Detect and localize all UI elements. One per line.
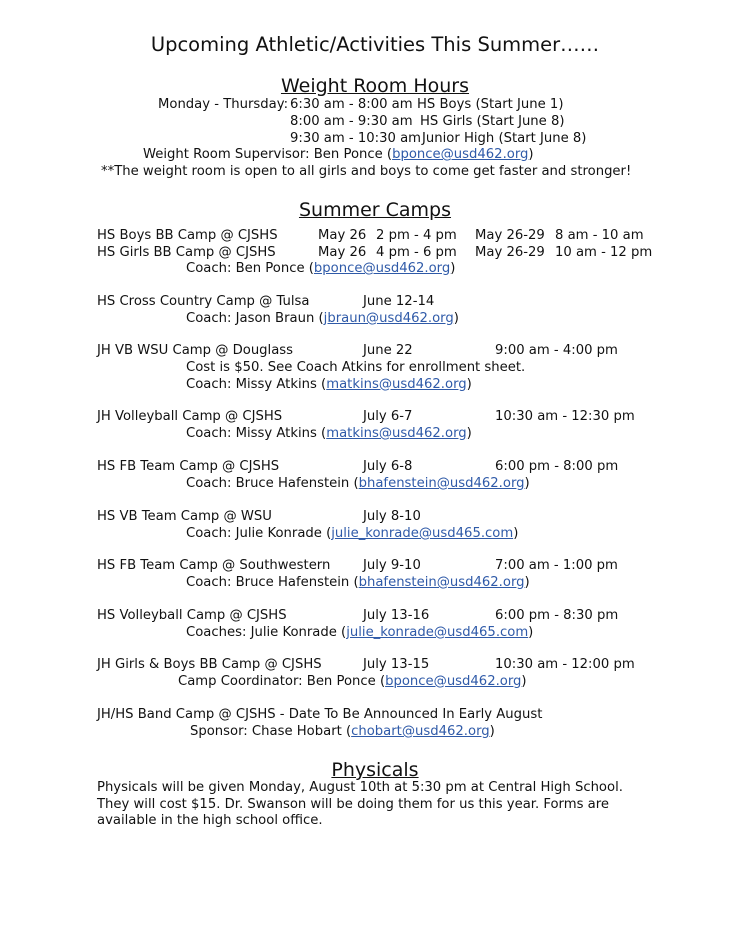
contact-close: )	[513, 525, 519, 541]
camp-contact	[186, 625, 533, 642]
page-title: Upcoming Athletic/Activities This Summer……	[150, 33, 600, 56]
camp-name: JH Volleyball Camp @ CJSHS	[97, 409, 283, 424]
supervisor-label: Weight Room Supervisor: Ben Ponce (	[143, 147, 393, 162]
camp-name: JH Girls & Boys BB Camp @ CJSHS	[97, 657, 322, 672]
summer-camps-heading: Summer Camps	[298, 199, 452, 221]
contact-close: )	[466, 376, 472, 392]
contact-label: Camp Coordinator: Ben Ponce (	[178, 673, 386, 689]
supervisor-email-link[interactable]: bponce@usd462.org	[392, 147, 529, 162]
camp-contact	[186, 575, 530, 592]
camp-date: July 9-10	[363, 558, 421, 573]
camp-contact	[186, 476, 530, 493]
contact-close: )	[528, 624, 534, 640]
weight-room-heading: Weight Room Hours	[280, 75, 470, 97]
camp-name: HS Cross Country Camp @ Tulsa	[97, 294, 310, 309]
camp-date: July 8-10	[363, 509, 421, 524]
camp-name: JH VB WSU Camp @ Douglass	[97, 343, 294, 358]
contact-close: )	[524, 475, 530, 491]
camp-time: 4 pm - 6 pm	[376, 244, 457, 260]
camp-time: 10:30 am - 12:30 pm	[495, 409, 635, 424]
camp-name: HS Boys BB Camp @ CJSHS	[97, 228, 278, 243]
camp-date: May 26	[318, 244, 367, 260]
camp-date: May 26-29	[475, 244, 545, 260]
contact-email-link[interactable]: bhafenstein@usd462.org	[358, 475, 525, 491]
camp-note: Cost is $50. See Coach Atkins for enrollment sheet.	[186, 359, 526, 375]
session-time: 9:30 am - 10:30 am	[290, 130, 421, 146]
contact-email-link[interactable]: matkins@usd462.org	[326, 425, 467, 441]
session-group: HS Girls (Start June 8)	[420, 113, 565, 129]
session-group: Junior High (Start June 8)	[422, 130, 587, 146]
camp-contact	[186, 377, 472, 394]
band-sponsor-email-link[interactable]: chobart@usd462.org	[351, 724, 490, 739]
weight-room-supervisor: Weight Room Supervisor: Ben Ponce (bponce@usd462.org)	[143, 147, 534, 162]
camp-time: 6:00 pm - 8:00 pm	[495, 459, 619, 474]
contact-email-link[interactable]: bhafenstein@usd462.org	[358, 574, 525, 590]
camp-date: July 13-15	[363, 657, 430, 672]
session-group: HS Boys (Start June 1)	[417, 97, 564, 112]
contact-close: )	[466, 425, 472, 441]
camp-contact	[186, 526, 518, 543]
bb-coach: Coach: Ben Ponce (bponce@usd462.org)	[186, 261, 456, 276]
camp-date: May 26	[318, 228, 367, 243]
weight-room-days: Monday - Thursday:	[158, 97, 289, 112]
bb-coach-email-link[interactable]: bponce@usd462.org	[313, 261, 451, 276]
camp-name: HS Girls BB Camp @ CJSHS	[97, 244, 276, 260]
camp-name: HS Volleyball Camp @ CJSHS	[97, 608, 287, 623]
contact-email-link[interactable]: jbraun@usd462.org	[323, 310, 454, 326]
contact-label: Coach: Jason Braun (	[186, 310, 324, 326]
camp-time: 7:00 am - 1:00 pm	[495, 558, 618, 573]
camp-date: July 6-8	[363, 459, 413, 474]
contact-email-link[interactable]: matkins@usd462.org	[326, 376, 467, 392]
contact-label: Coach: Missy Atkins (	[186, 376, 327, 392]
camp-time: 2 pm - 4 pm	[376, 228, 457, 243]
contact-close: )	[521, 673, 527, 689]
camp-contact	[186, 311, 459, 328]
physicals-text: Physicals will be given Monday, August 10th at 5:30 pm at Central High School. They will cost $15. Dr. Swanson will be doing them for us this year. Forms are available in the high school office.	[97, 780, 623, 829]
camp-name: HS FB Team Camp @ CJSHS	[97, 459, 280, 474]
camp-time: 8 am - 10 am	[555, 228, 644, 243]
contact-email-link[interactable]: julie_konrade@usd465.com	[346, 624, 529, 640]
camp-time: 10:30 am - 12:00 pm	[495, 657, 635, 672]
contact-email-link[interactable]: julie_konrade@usd465.com	[331, 525, 514, 541]
camp-date: June 12-14	[363, 294, 435, 309]
camp-date: May 26-29	[475, 228, 545, 243]
band-camp-name: JH/HS Band Camp @ CJSHS - Date To Be Announced In Early August	[97, 707, 543, 722]
camp-contact	[186, 426, 472, 443]
camp-name: HS FB Team Camp @ Southwestern	[97, 558, 331, 573]
camp-contact	[178, 674, 527, 691]
session-time: 8:00 am - 9:30 am	[290, 113, 413, 129]
camp-name: HS VB Team Camp @ WSU	[97, 509, 272, 524]
camp-date: July 13-16	[363, 608, 430, 623]
band-camp-sponsor: Sponsor: Chase Hobart (chobart@usd462.org)	[190, 724, 495, 739]
camp-time: 6:00 pm - 8:30 pm	[495, 608, 619, 623]
camp-date: July 6-7	[363, 409, 413, 424]
contact-label: Coach: Bruce Hafenstein (	[186, 475, 359, 491]
contact-label: Coach: Missy Atkins (	[186, 425, 327, 441]
camp-time: 9:00 am - 4:00 pm	[495, 343, 618, 358]
camp-time: 10 am - 12 pm	[555, 244, 653, 260]
contact-label: Coach: Julie Konrade (	[186, 525, 332, 541]
physicals-heading: Physicals	[331, 759, 419, 781]
camp-date: June 22	[363, 343, 413, 358]
contact-close: )	[453, 310, 459, 326]
contact-close: )	[524, 574, 530, 590]
contact-label: Coach: Bruce Hafenstein (	[186, 574, 359, 590]
weight-room-note: **The weight room is open to all girls and boys to come get faster and stronger!	[101, 164, 632, 179]
contact-label: Coaches: Julie Konrade (	[186, 624, 347, 640]
contact-email-link[interactable]: bponce@usd462.org	[385, 673, 522, 689]
session-time: 6:30 am - 8:00 am	[290, 97, 413, 112]
